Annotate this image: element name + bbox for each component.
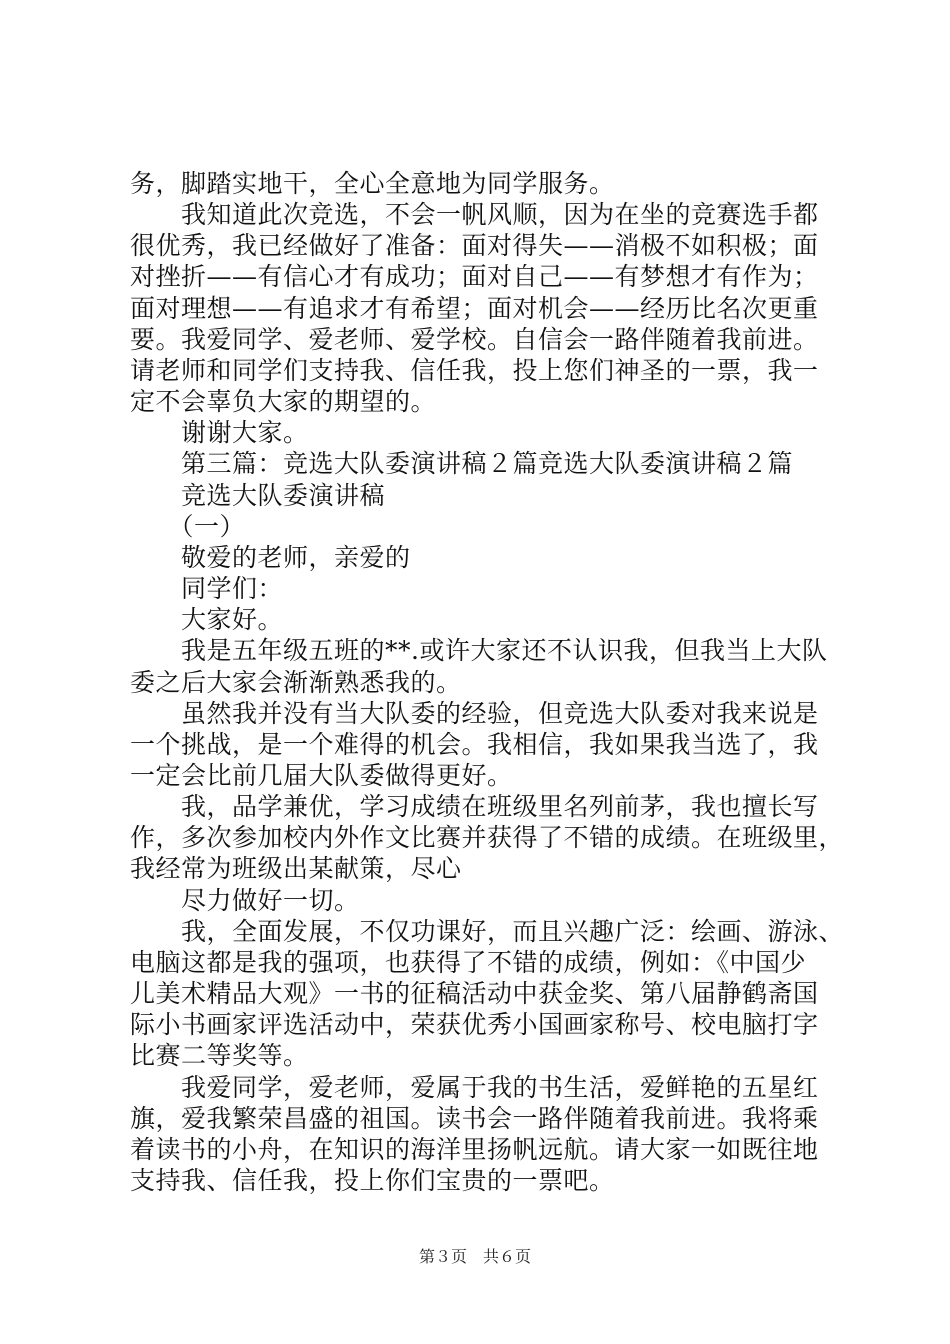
text-line: 比赛二等奖等。: [130, 1041, 309, 1070]
page-number-footer: 第３页 共６页: [418, 1247, 531, 1266]
text-line: 虽然我并没有当大队委的经验，但竞选大队委对我来说是: [130, 699, 819, 728]
text-line: 面对理想——有追求才有希望；面对机会——经历比名次更重: [130, 294, 819, 323]
text-line: 儿美术精品大观》一书的征稿活动中获金奖、第八届静鹤斋国: [130, 979, 819, 1008]
text-line: 着读书的小舟，在知识的海洋里扬帆远航。请大家一如既往地: [130, 1135, 819, 1164]
text-line: 电脑这都是我的强项，也获得了不错的成绩，例如：《中国少: [130, 948, 807, 977]
text-line: 谢谢大家。: [130, 418, 309, 447]
text-line: 尽力做好一切。: [130, 886, 360, 915]
text-line: 务，脚踏实地干，全心全意地为同学服务。: [130, 169, 615, 198]
text-line: 大家好。: [130, 605, 284, 634]
text-line: 我，全面发展，不仅功课好，而且兴趣广泛：绘画、游泳、: [130, 917, 845, 946]
text-line: 际小书画家评选活动中，荣获优秀小国画家称号、校电脑打字: [130, 1010, 819, 1039]
text-line: 很优秀，我已经做好了准备：面对得失——消极不如积极；面: [130, 231, 819, 260]
text-line: 一定会比前几届大队委做得更好。: [130, 761, 513, 790]
text-line: 同学们：: [130, 574, 284, 603]
text-line: 要。我爱同学、爱老师、爱学校。自信会一路伴随着我前进。: [130, 325, 819, 354]
text-line: 我是五年级五班的**.或许大家还不认识我，但我当上大队: [130, 636, 828, 665]
text-line: 旗，爱我繁荣昌盛的祖国。读书会一路伴随着我前进。我将乘: [130, 1104, 819, 1133]
section-subheading: 竞选大队委演讲稿: [130, 481, 386, 510]
text-line: 作，多次参加校内外作文比赛并获得了不错的成绩。在班级里，: [130, 823, 845, 852]
text-line: 我，品学兼优，学习成绩在班级里名列前茅，我也擅长写: [130, 792, 819, 821]
section-heading: 第三篇：竞选大队委演讲稿２篇竞选大队委演讲稿２篇: [130, 449, 794, 478]
text-line: 敬爱的老师，亲爱的: [130, 543, 411, 572]
text-line: 支持我、信任我，投上你们宝贵的一票吧。: [130, 1166, 615, 1195]
text-line: 我知道此次竞选，不会一帆风顺，因为在坐的竞赛选手都: [130, 200, 819, 229]
text-line: 我爱同学，爱老师，爱属于我的书生活，爱鲜艳的五星红: [130, 1073, 819, 1102]
text-line: 委之后大家会渐渐熟悉我的。: [130, 668, 462, 697]
text-line: 对挫折——有信心才有成功；面对自己——有梦想才有作为；: [130, 262, 819, 291]
text-line: （一）: [130, 512, 246, 541]
text-line: 定不会辜负大家的期望的。: [130, 387, 437, 416]
text-line: 我经常为班级出某献策，尽心: [130, 854, 462, 883]
text-line: 请老师和同学们支持我、信任我，投上您们神圣的一票，我一: [130, 356, 819, 385]
text-line: 一个挑战，是一个难得的机会。我相信，我如果我当选了，我: [130, 730, 819, 759]
